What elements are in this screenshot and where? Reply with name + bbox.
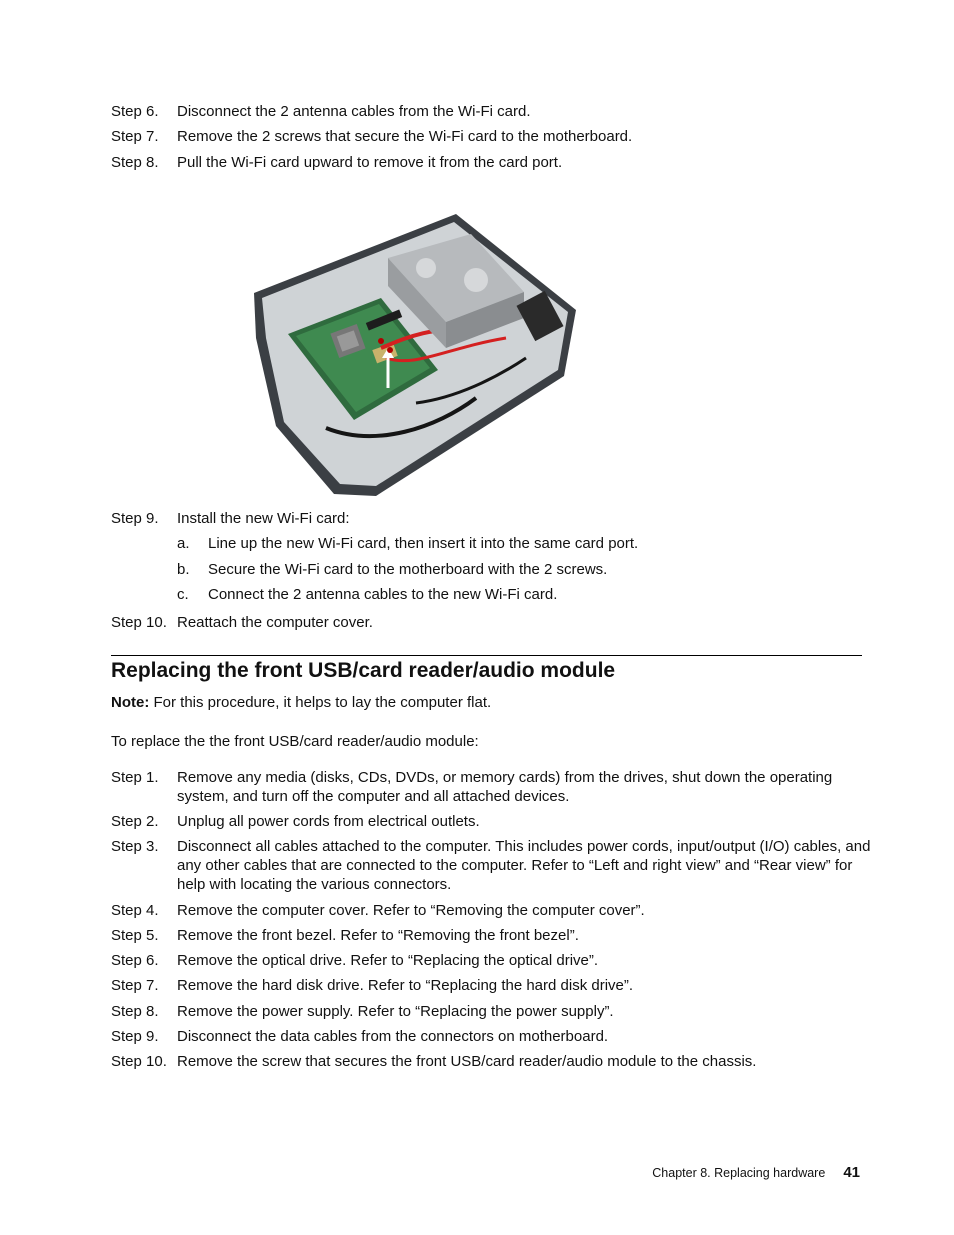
step-number: Step 1. [111, 769, 159, 786]
substep-item [177, 585, 871, 604]
step-item [111, 613, 871, 632]
step-number: Step 10. [111, 614, 167, 631]
substep-letter: c. [177, 586, 189, 603]
substep-text: Line up the new Wi-Fi card, then insert it into the same card port. [208, 535, 639, 552]
step-text: Remove the computer cover. Refer to “Removing the computer cover”. [177, 902, 645, 919]
step-text: Remove any media (disks, CDs, DVDs, or memory cards) from the drives, shut down the operating system, and turn off the computer and all attached devices. [177, 769, 833, 805]
step-number: Step 10. [111, 1053, 167, 1070]
wifi-card-removal-illustration [176, 198, 616, 498]
step-number: Step 7. [111, 128, 159, 145]
step-item [111, 1002, 871, 1021]
step-item [111, 951, 871, 970]
substep-letter: a. [177, 535, 190, 552]
step-text: Remove the 2 screws that secure the Wi-Fi card to the motherboard. [177, 128, 633, 145]
page-footer [652, 1164, 860, 1181]
step-text: Reattach the computer cover. [177, 614, 373, 631]
step-item [111, 1052, 871, 1071]
step-item [111, 976, 871, 995]
step-number: Step 2. [111, 813, 159, 830]
section-title: Replacing the front USB/card reader/audio module [111, 659, 616, 682]
step-item [111, 926, 871, 945]
step-number: Step 9. [111, 510, 159, 527]
step-item [111, 768, 871, 806]
step-text: Remove the power supply. Refer to “Replacing the power supply”. [177, 1003, 614, 1020]
note-label: Note: [111, 694, 150, 711]
steps-bottom [111, 768, 871, 1071]
step-item [111, 812, 871, 831]
step-number: Step 5. [111, 927, 159, 944]
step-number: Step 3. [111, 838, 159, 855]
step-item [111, 1027, 871, 1046]
substep-item [177, 534, 871, 553]
intro-text: To replace the the front USB/card reader/audio module: [111, 733, 479, 750]
section-divider [111, 655, 862, 656]
substep-text: Connect the 2 antenna cables to the new Wi-Fi card. [208, 586, 558, 603]
step-text: Remove the screw that secures the front USB/card reader/audio module to the chassis. [177, 1053, 757, 1070]
step-number: Step 6. [111, 952, 159, 969]
step-number: Step 9. [111, 1028, 159, 1045]
page-number: 41 [843, 1164, 860, 1181]
step-text: Disconnect all cables attached to the computer. This includes power cords, input/output (I/O) cables, and any other cables that are connected to the computer. Refer to “Left and right view” and “Rear view” for help with locating the various connectors. [177, 838, 871, 893]
step-number: Step 8. [111, 1003, 159, 1020]
note-text: For this procedure, it helps to lay the computer flat. [153, 694, 492, 711]
step-number: Step 7. [111, 977, 159, 994]
step-text: Unplug all power cords from electrical outlets. [177, 813, 480, 830]
substep-letter: b. [177, 561, 190, 578]
step-item [111, 127, 871, 146]
step-item [111, 901, 871, 920]
step-text: Pull the Wi-Fi card upward to remove it from the card port. [177, 154, 563, 171]
note [111, 693, 491, 712]
steps-install [111, 509, 871, 632]
step-item [111, 153, 871, 172]
step-item [111, 102, 871, 121]
step-text: Remove the optical drive. Refer to “Replacing the optical drive”. [177, 952, 599, 969]
step-text: Remove the front bezel. Refer to “Removing the front bezel”. [177, 927, 579, 944]
step-text: Remove the hard disk drive. Refer to “Replacing the hard disk drive”. [177, 977, 634, 994]
substep-item [177, 560, 871, 579]
step-text: Disconnect the 2 antenna cables from the Wi-Fi card. [177, 103, 531, 120]
step-text: Disconnect the data cables from the connectors on motherboard. [177, 1028, 609, 1045]
step-item [111, 837, 871, 894]
step-item [111, 509, 871, 528]
steps-top [111, 102, 871, 172]
step-number: Step 6. [111, 103, 159, 120]
step-number: Step 4. [111, 902, 159, 919]
step-number: Step 8. [111, 154, 159, 171]
step-text: Install the new Wi-Fi card: [177, 510, 350, 527]
substep-text: Secure the Wi-Fi card to the motherboard with the 2 screws. [208, 561, 608, 578]
footer-chapter: Chapter 8. Replacing hardware [652, 1166, 826, 1180]
